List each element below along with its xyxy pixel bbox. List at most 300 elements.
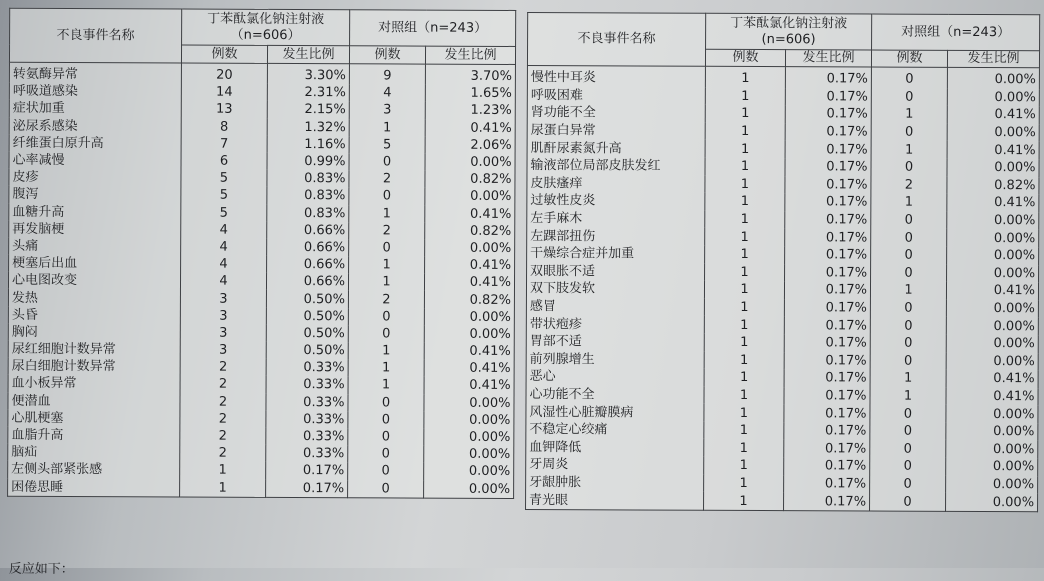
table-row	[526, 368, 1038, 388]
control-ratio-cell: 0.00%	[947, 247, 1039, 265]
table-row	[527, 245, 1039, 265]
drug-count-cell: 5	[181, 204, 267, 222]
table-row	[8, 289, 514, 308]
event-name-cell: 呼吸道感染	[9, 83, 181, 101]
control-ratio-cell: 0.00%	[424, 394, 514, 412]
drug-count-cell: 1	[704, 492, 784, 510]
drug-count-cell: 1	[704, 457, 784, 475]
drug-ratio-cell: 0.66%	[267, 239, 349, 257]
control-count-cell: 1	[349, 205, 425, 223]
control-count-cell: 1	[870, 370, 946, 388]
drug-ratio-cell: 0.83%	[267, 187, 349, 205]
drug-ratio-cell: 2.15%	[267, 101, 349, 119]
event-name-cell: 血糖升高	[9, 203, 181, 221]
table-row	[526, 474, 1038, 494]
control-ratio-cell: 0.00%	[946, 335, 1038, 353]
control-count-cell: 0	[870, 493, 946, 511]
event-name-cell: 肌酐尿素氮升高	[527, 139, 705, 157]
event-name-cell: 心电图改变	[8, 272, 180, 290]
control-count-cell: 0	[348, 445, 424, 463]
drug-count-cell: 1	[705, 175, 785, 193]
table-row	[9, 152, 515, 171]
drug-ratio-cell: 0.50%	[266, 290, 348, 308]
control-ratio-cell: 0.82%	[425, 222, 515, 240]
control-count-cell: 1	[870, 387, 946, 405]
drug-ratio-cell: 0.50%	[266, 342, 348, 360]
event-name-cell: 血脂升高	[8, 427, 180, 445]
drug-ratio-cell: 0.17%	[784, 352, 870, 370]
drug-count-cell: 2	[180, 359, 266, 377]
control-count-cell: 0	[871, 264, 947, 282]
control-count-cell: 0	[871, 123, 947, 141]
header-control-ratio: 发生比例	[425, 46, 515, 64]
table-row	[8, 324, 514, 343]
drug-count-cell: 1	[704, 334, 784, 352]
event-name-cell: 尿红细胞计数异常	[8, 341, 180, 359]
drug-count-cell: 1	[705, 140, 785, 158]
document-sheet	[1, 2, 1043, 578]
drug-ratio-cell: 3.30%	[267, 63, 349, 84]
control-ratio-cell: 0.00%	[947, 159, 1039, 177]
event-name-cell: 便潜血	[8, 392, 180, 410]
header-control-ratio: 发生比例	[947, 50, 1039, 67]
event-name-cell: 不稳定心绞痛	[526, 421, 704, 439]
header-drug-group	[182, 9, 350, 46]
table-row	[9, 169, 515, 188]
control-count-cell: 2	[871, 176, 947, 194]
event-name-cell: 发热	[8, 289, 180, 307]
drug-ratio-cell: 0.17%	[784, 316, 870, 334]
event-name-cell: 左侧头部紧张感	[8, 461, 180, 479]
event-name-cell: 腹泻	[9, 186, 181, 204]
table-row	[9, 62, 515, 85]
event-name-cell: 症状加重	[9, 100, 181, 118]
control-ratio-cell: 0.41%	[424, 360, 514, 378]
drug-ratio-cell: 0.17%	[785, 193, 871, 211]
control-count-cell: 9	[349, 64, 425, 85]
table-row	[527, 104, 1039, 124]
control-count-cell: 0	[871, 88, 947, 106]
drug-count-cell: 2	[180, 376, 266, 394]
control-count-cell: 0	[871, 246, 947, 264]
event-name-cell: 尿蛋白异常	[527, 122, 705, 140]
control-ratio-cell: 0.82%	[424, 291, 514, 309]
drug-ratio-cell: 0.33%	[266, 445, 348, 463]
control-count-cell: 1	[871, 106, 947, 124]
drug-ratio-cell: 0.17%	[785, 228, 871, 246]
drug-ratio-cell: 1.32%	[267, 118, 349, 136]
control-count-cell: 0	[870, 317, 946, 335]
control-ratio-cell: 3.70%	[425, 64, 515, 85]
drug-ratio-cell: 0.33%	[266, 359, 348, 377]
drug-count-cell: 1	[705, 158, 785, 176]
control-ratio-cell: 2.06%	[425, 136, 515, 154]
event-name-cell: 心肌梗塞	[8, 410, 180, 428]
event-name-cell: 脑疝	[8, 444, 180, 462]
control-ratio-cell: 0.41%	[946, 370, 1038, 388]
control-ratio-cell: 0.41%	[947, 106, 1039, 124]
control-ratio-cell: 0.82%	[425, 171, 515, 189]
event-name-cell: 纤维蛋白原升高	[9, 135, 181, 153]
table-row	[526, 491, 1038, 511]
control-ratio-cell: 0.82%	[947, 176, 1039, 194]
table-row	[527, 227, 1039, 247]
table-row	[8, 461, 514, 480]
drug-ratio-cell: 0.50%	[266, 308, 348, 326]
table-row	[527, 263, 1039, 283]
drug-count-cell: 2	[180, 410, 266, 428]
header-event-name: 不良事件名称	[9, 8, 181, 63]
control-count-cell: 1	[348, 342, 424, 360]
header-drug-ratio: 发生比例	[785, 50, 871, 67]
control-count-cell: 1	[349, 256, 425, 274]
drug-count-cell: 2	[180, 427, 266, 445]
drug-ratio-cell: 0.33%	[266, 393, 348, 411]
control-ratio-cell: 0.41%	[424, 274, 514, 292]
drug-count-cell: 3	[180, 290, 266, 308]
table-row	[9, 238, 515, 257]
drug-ratio-cell: 1.16%	[267, 136, 349, 154]
event-name-cell: 泌尿系感染	[9, 117, 181, 135]
header-control-count: 例数	[871, 50, 947, 67]
drug-count-cell: 1	[705, 211, 785, 229]
drug-ratio-cell: 0.17%	[785, 246, 871, 264]
event-name-cell: 头昏	[8, 306, 180, 324]
event-name-cell: 困倦思睡	[8, 478, 180, 496]
control-count-cell: 1	[871, 194, 947, 212]
drug-count-cell: 1	[180, 479, 266, 497]
event-name-cell: 血小板异常	[8, 375, 180, 393]
event-name-cell: 牙龈肿胀	[526, 474, 704, 492]
table-row	[526, 403, 1038, 423]
control-ratio-cell: 0.00%	[424, 325, 514, 343]
control-ratio-cell: 0.00%	[424, 446, 514, 464]
control-ratio-cell: 0.00%	[425, 154, 515, 172]
drug-count-cell: 5	[181, 170, 267, 188]
drug-ratio-cell: 0.17%	[785, 211, 871, 229]
control-count-cell: 0	[348, 308, 424, 326]
drug-count-cell: 4	[181, 221, 267, 239]
drug-count-cell: 1	[180, 462, 266, 480]
control-ratio-cell: 0.00%	[946, 352, 1038, 370]
drug-count-cell: 1	[705, 246, 785, 264]
table-row	[526, 333, 1038, 353]
drug-count-cell: 1	[704, 386, 784, 404]
control-count-cell: 2	[349, 170, 425, 188]
drug-count-cell: 2	[180, 393, 266, 411]
table-row	[527, 139, 1039, 159]
drug-ratio-cell: 0.17%	[784, 281, 870, 299]
drug-ratio-cell: 0.99%	[267, 153, 349, 171]
control-count-cell: 1	[870, 282, 946, 300]
event-name-cell: 血钾降低	[526, 438, 704, 456]
table-row	[9, 83, 515, 102]
drug-group-name: 丁苯酞氯化钠注射液	[207, 11, 325, 27]
control-ratio-cell: 0.41%	[946, 388, 1038, 406]
table-row	[9, 255, 515, 274]
control-ratio-cell: 0.00%	[425, 239, 515, 257]
table-row	[8, 427, 514, 446]
control-ratio-cell: 0.41%	[424, 377, 514, 395]
event-name-cell: 双眼胀不适	[527, 263, 705, 281]
control-ratio-cell: 0.00%	[946, 405, 1038, 423]
control-count-cell: 0	[349, 239, 425, 257]
drug-ratio-cell: 0.17%	[784, 457, 870, 475]
event-name-cell: 皮疹	[9, 169, 181, 187]
drug-count-cell: 1	[705, 193, 785, 211]
control-ratio-cell: 0.00%	[947, 229, 1039, 247]
drug-ratio-cell: 0.17%	[784, 492, 870, 510]
drug-ratio-cell: 0.17%	[784, 387, 870, 405]
control-ratio-cell: 0.00%	[946, 493, 1038, 511]
drug-ratio-cell: 0.17%	[784, 334, 870, 352]
table-row	[8, 392, 514, 411]
drug-ratio-cell: 0.50%	[266, 325, 348, 343]
control-ratio-cell: 0.00%	[424, 463, 514, 481]
control-ratio-cell: 0.00%	[947, 124, 1039, 142]
table-row	[527, 87, 1039, 107]
table-row	[527, 175, 1039, 195]
drug-ratio-cell: 0.17%	[785, 264, 871, 282]
control-count-cell: 1	[348, 377, 424, 395]
control-ratio-cell: 0.41%	[425, 205, 515, 223]
control-count-cell: 0	[871, 158, 947, 176]
table-row	[526, 386, 1038, 406]
drug-ratio-cell: 0.66%	[267, 222, 349, 240]
event-name-cell: 转氨酶异常	[9, 62, 181, 83]
control-count-cell: 0	[870, 352, 946, 370]
event-name-cell: 感冒	[526, 298, 704, 316]
control-ratio-cell: 0.00%	[424, 480, 514, 498]
drug-ratio-cell: 0.17%	[785, 105, 871, 123]
header-drug-ratio: 发生比例	[267, 45, 349, 63]
control-ratio-cell: 1.23%	[425, 102, 515, 120]
control-count-cell: 1	[348, 359, 424, 377]
drug-count-cell: 1	[704, 439, 784, 457]
table-row	[8, 306, 514, 325]
control-count-cell: 3	[349, 102, 425, 120]
drug-count-cell: 13	[181, 101, 267, 119]
drug-count-cell: 1	[705, 87, 785, 105]
event-name-cell: 肾功能不全	[527, 104, 705, 122]
control-count-cell: 1	[348, 273, 424, 291]
drug-count-cell: 14	[181, 84, 267, 102]
drug-ratio-cell: 0.66%	[267, 256, 349, 274]
event-name-cell: 前列腺增生	[526, 351, 704, 369]
drug-ratio-cell: 0.17%	[266, 479, 348, 497]
drug-ratio-cell: 0.17%	[784, 299, 870, 317]
event-name-cell: 干燥综合症并加重	[527, 245, 705, 263]
control-count-cell: 2	[349, 222, 425, 240]
drug-group-n: （n=606）	[230, 27, 301, 43]
control-count-cell: 0	[348, 480, 424, 498]
footnote-text: 反应如下：	[8, 561, 74, 578]
control-ratio-cell: 0.00%	[946, 317, 1038, 335]
control-count-cell: 0	[870, 422, 946, 440]
header-event-name: 不良事件名称	[527, 13, 705, 67]
header-control-count: 例数	[349, 46, 425, 64]
event-name-cell: 牙周炎	[526, 456, 704, 474]
control-count-cell: 0	[870, 334, 946, 352]
control-count-cell: 0	[870, 299, 946, 317]
control-count-cell: 0	[349, 153, 425, 171]
drug-ratio-cell: 0.33%	[266, 376, 348, 394]
event-name-cell: 恶心	[526, 368, 704, 386]
control-count-cell: 1	[349, 119, 425, 137]
control-count-cell: 0	[870, 440, 946, 458]
drug-count-cell: 1	[704, 422, 784, 440]
drug-count-cell: 1	[705, 123, 785, 141]
control-ratio-cell: 0.41%	[947, 141, 1039, 159]
table-row	[8, 341, 514, 360]
control-count-cell: 1	[871, 141, 947, 159]
control-ratio-cell: 0.00%	[424, 411, 514, 429]
drug-count-cell: 1	[705, 66, 785, 87]
event-name-cell: 尿白细胞计数异常	[8, 358, 180, 376]
table-row	[8, 444, 514, 463]
control-count-cell: 0	[871, 67, 947, 88]
drug-ratio-cell: 0.17%	[785, 123, 871, 141]
table-row	[9, 186, 515, 205]
control-count-cell: 0	[871, 211, 947, 229]
drug-ratio-cell: 0.66%	[266, 273, 348, 291]
drug-count-cell: 4	[181, 238, 267, 256]
control-count-cell: 0	[870, 458, 946, 476]
drug-count-cell: 1	[705, 105, 785, 123]
control-ratio-cell: 0.00%	[425, 188, 515, 206]
header-drug-count: 例数	[181, 45, 267, 63]
event-name-cell: 输液部位局部皮肤发红	[527, 157, 705, 175]
drug-count-cell: 5	[181, 187, 267, 205]
table-row	[527, 157, 1039, 177]
event-name-cell: 皮肤瘙痒	[527, 175, 705, 193]
drug-ratio-cell: 0.17%	[785, 176, 871, 194]
table-row	[526, 438, 1038, 458]
drug-ratio-cell: 0.33%	[266, 411, 348, 429]
event-name-cell: 再发脑梗	[9, 220, 181, 238]
drug-count-cell: 3	[180, 307, 266, 325]
table-row	[526, 315, 1038, 335]
table-row	[9, 117, 515, 136]
event-name-cell: 慢性中耳炎	[527, 66, 705, 88]
drug-count-cell: 20	[181, 63, 267, 84]
table-row	[9, 203, 515, 222]
control-count-cell: 0	[348, 411, 424, 429]
drug-count-cell: 4	[180, 273, 266, 291]
control-ratio-cell: 0.00%	[946, 423, 1038, 441]
adverse-events-table-right	[525, 12, 1040, 512]
drug-ratio-cell: 0.83%	[267, 204, 349, 222]
control-count-cell: 5	[349, 136, 425, 154]
control-ratio-cell: 0.41%	[946, 282, 1038, 300]
table-row	[9, 220, 515, 239]
drug-count-cell: 4	[181, 256, 267, 274]
drug-count-cell: 2	[180, 445, 266, 463]
drug-count-cell: 1	[705, 263, 785, 281]
control-count-cell: 0	[348, 463, 424, 481]
event-name-cell: 左踝部扭伤	[527, 227, 705, 245]
drug-count-cell: 8	[181, 118, 267, 136]
drug-count-cell: 1	[705, 228, 785, 246]
drug-ratio-cell: 0.17%	[784, 440, 870, 458]
table-row	[527, 210, 1039, 230]
drug-group-n: (n=606)	[761, 31, 816, 47]
drug-ratio-cell: 0.17%	[784, 475, 870, 493]
control-ratio-cell: 0.41%	[947, 194, 1039, 212]
event-name-cell: 呼吸困难	[527, 87, 705, 105]
event-name-cell: 心功能不全	[526, 386, 704, 404]
control-ratio-cell: 0.00%	[946, 440, 1038, 458]
drug-ratio-cell: 0.17%	[784, 369, 870, 387]
control-ratio-cell: 1.65%	[425, 85, 515, 103]
drug-count-cell: 3	[180, 342, 266, 360]
control-count-cell: 0	[348, 394, 424, 412]
control-count-cell: 0	[348, 428, 424, 446]
control-count-cell: 0	[870, 475, 946, 493]
drug-count-cell: 1	[704, 404, 784, 422]
control-ratio-cell: 0.00%	[947, 88, 1039, 106]
control-ratio-cell: 0.00%	[946, 458, 1038, 476]
header-control-group: 对照组（n=243）	[350, 10, 516, 47]
drug-count-cell: 6	[181, 152, 267, 170]
header-drug-count: 例数	[705, 49, 785, 66]
drug-count-cell: 1	[704, 299, 784, 317]
event-name-cell: 过敏性皮炎	[527, 192, 705, 210]
control-ratio-cell: 0.41%	[425, 257, 515, 275]
adverse-events-table-left	[7, 8, 516, 499]
drug-count-cell: 3	[180, 324, 266, 342]
table-row	[527, 66, 1039, 89]
event-name-cell: 头痛	[9, 238, 181, 256]
table-row	[8, 410, 514, 429]
control-ratio-cell: 0.00%	[947, 264, 1039, 282]
drug-ratio-cell: 0.17%	[784, 404, 870, 422]
table-row	[526, 421, 1038, 441]
event-name-cell: 胸闷	[8, 324, 180, 342]
event-name-cell: 青光眼	[526, 491, 704, 510]
table-row	[8, 272, 514, 291]
event-name-cell: 左手麻木	[527, 210, 705, 228]
table-row	[8, 478, 514, 498]
table-row	[526, 280, 1038, 300]
control-count-cell: 0	[870, 405, 946, 423]
drug-ratio-cell: 2.31%	[267, 84, 349, 102]
drug-count-cell: 1	[704, 351, 784, 369]
drug-count-cell: 1	[704, 474, 784, 492]
table-body-right	[526, 66, 1040, 512]
event-name-cell: 心率减慢	[9, 152, 181, 170]
header-control-group: 对照组（n=243）	[872, 14, 1040, 51]
drug-ratio-cell: 0.17%	[785, 88, 871, 106]
control-count-cell: 0	[349, 188, 425, 206]
drug-group-name: 丁苯酞氯化钠注射液	[730, 15, 848, 31]
drug-count-cell: 1	[704, 316, 784, 334]
event-name-cell: 风湿性心脏瓣膜病	[526, 403, 704, 421]
drug-ratio-cell: 0.17%	[266, 462, 348, 480]
drug-ratio-cell: 0.17%	[784, 422, 870, 440]
control-count-cell: 0	[348, 325, 424, 343]
drug-ratio-cell: 0.17%	[785, 141, 871, 159]
drug-ratio-cell: 0.17%	[785, 67, 871, 88]
control-ratio-cell: 0.41%	[424, 343, 514, 361]
event-name-cell: 带状疱疹	[526, 315, 704, 333]
control-ratio-cell: 0.00%	[947, 212, 1039, 230]
table-row	[9, 135, 515, 154]
drug-ratio-cell: 0.17%	[785, 158, 871, 176]
event-name-cell: 梗塞后出血	[9, 255, 181, 273]
control-ratio-cell: 0.00%	[424, 429, 514, 447]
drug-count-cell: 7	[181, 135, 267, 153]
